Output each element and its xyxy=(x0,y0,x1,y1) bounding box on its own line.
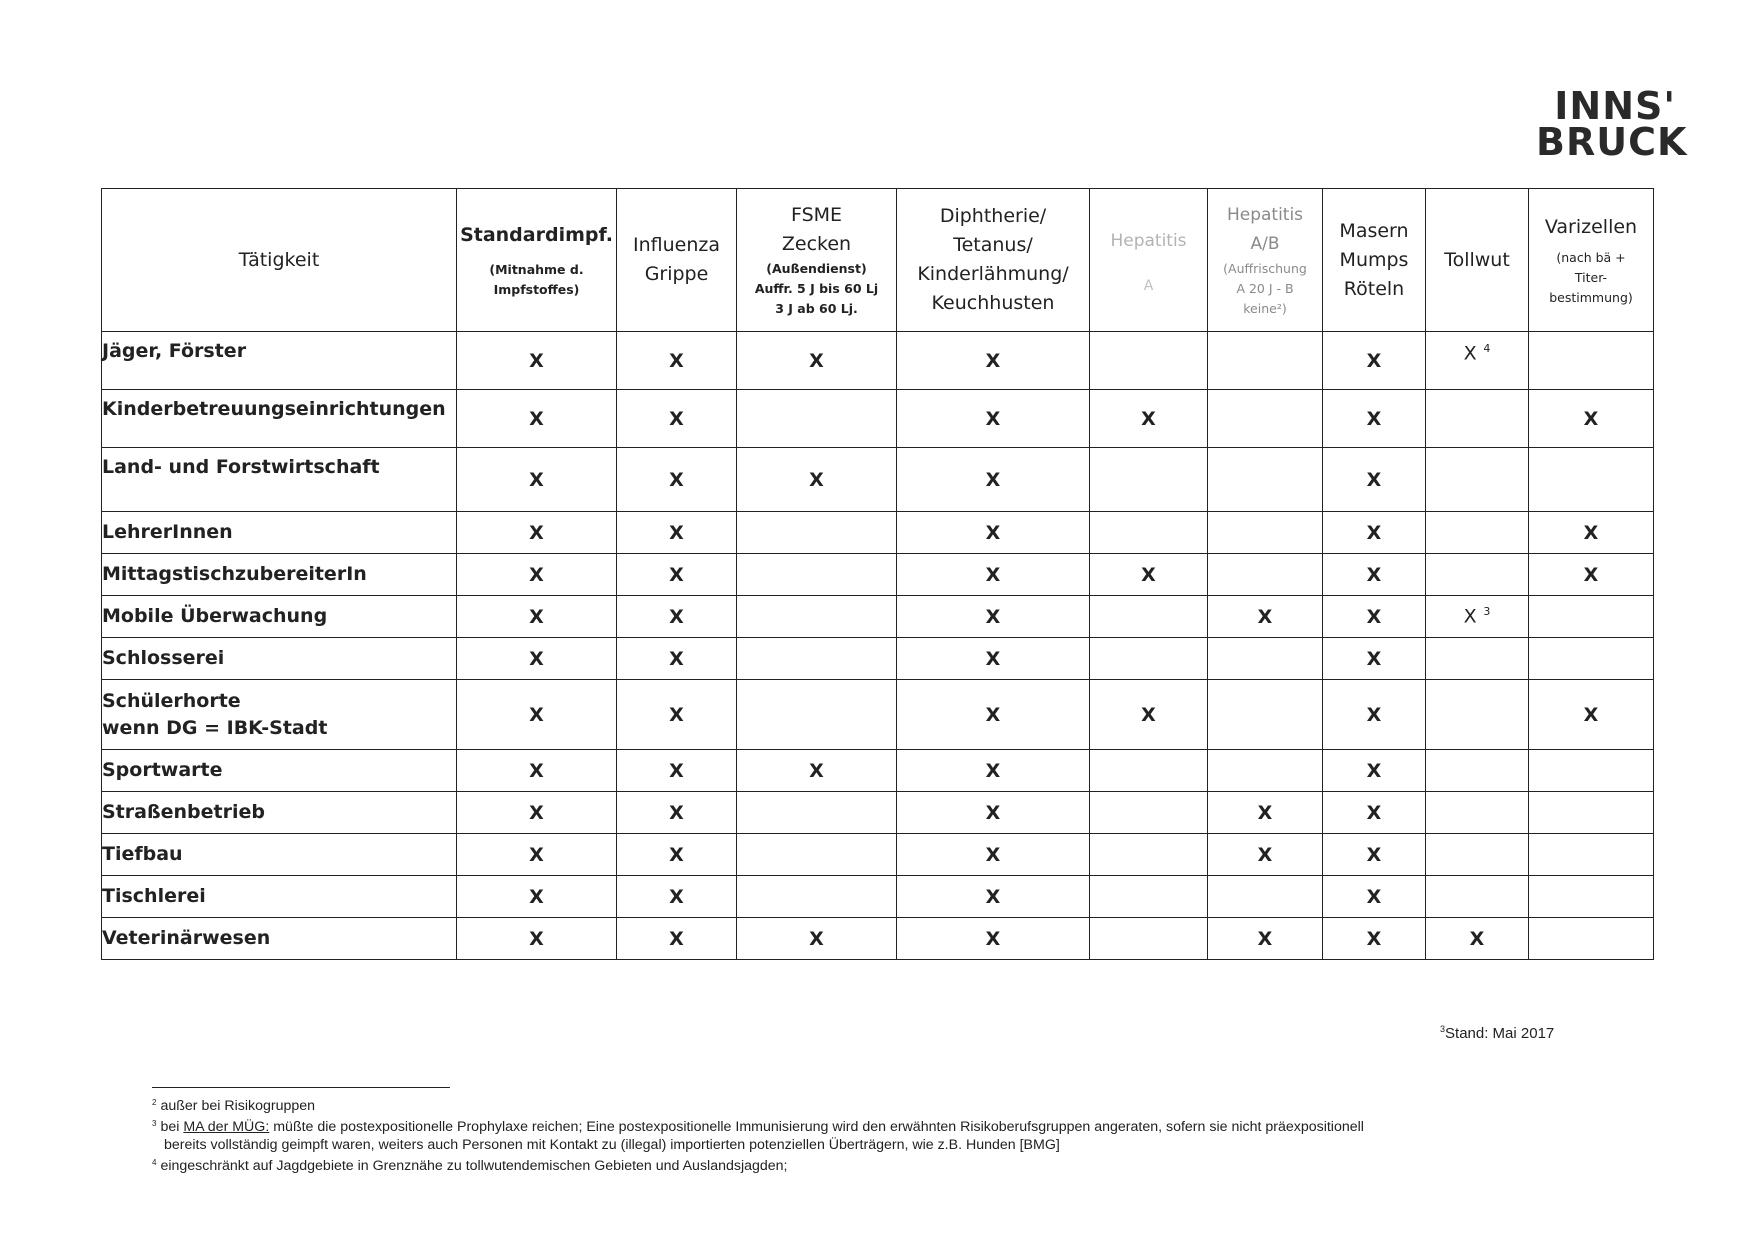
header-masern: Masern Mumps Röteln xyxy=(1323,189,1426,332)
mark-value: X xyxy=(985,703,1001,726)
mark-value: X xyxy=(529,605,544,628)
mark-hepatitis-ab xyxy=(1208,792,1323,834)
mark-masern xyxy=(1323,332,1426,390)
table-row xyxy=(102,332,1654,390)
mark-diphtherie xyxy=(897,834,1090,876)
activity-cell xyxy=(102,876,457,918)
mark-value: X xyxy=(669,885,684,908)
mark-hepatitis-a xyxy=(1090,834,1208,876)
mark-value: X xyxy=(1366,885,1382,908)
activity-cell xyxy=(102,448,457,512)
mark-masern xyxy=(1323,680,1426,750)
mark-value: X xyxy=(985,801,1001,824)
mark-value: X xyxy=(669,349,684,372)
mark-value: X xyxy=(1366,703,1382,726)
mark-fsme xyxy=(737,390,897,448)
mark-value: X xyxy=(1469,927,1485,950)
mark-value: X xyxy=(1366,647,1382,670)
activity-label: Tischlerei xyxy=(102,885,206,907)
mark-varizellen xyxy=(1529,554,1654,596)
mark-value: X xyxy=(1583,563,1599,586)
activity-label: LehrerInnen xyxy=(102,521,233,543)
mark-standardimpf xyxy=(457,750,617,792)
activity-cell xyxy=(102,680,457,750)
mark-value: X xyxy=(669,407,684,430)
mark-value: X xyxy=(809,468,824,491)
mark-hepatitis-a xyxy=(1090,876,1208,918)
footnote-2: $^2$ außer bei Risikogruppen xyxy=(152,1098,316,1114)
mark-masern xyxy=(1323,512,1426,554)
mark-value: X xyxy=(669,843,684,866)
mark-hepatitis-ab xyxy=(1208,918,1323,960)
mark-hepatitis-ab xyxy=(1208,448,1323,512)
mark-influenza xyxy=(617,554,737,596)
footnote-3: $^3$ bei MA der MÜG: müßte die postexpositionelle Prophylaxe reichen; Eine postexpositionelle Immunisierung wird den erwähnten Risikoberufsgruppen angeraten, sofern sie nicht präexpositionell xyxy=(152,1119,1364,1135)
mark-value: X xyxy=(669,605,684,628)
mark-value: X xyxy=(1583,407,1599,430)
mark-diphtherie xyxy=(897,750,1090,792)
mark-standardimpf xyxy=(457,554,617,596)
mark-fsme xyxy=(737,750,897,792)
activity-cell xyxy=(102,638,457,680)
mark-tollwut xyxy=(1426,876,1529,918)
mark-varizellen xyxy=(1529,390,1654,448)
mark-standardimpf xyxy=(457,596,617,638)
activity-label: Sportwarte xyxy=(102,759,223,781)
mark-standardimpf xyxy=(457,876,617,918)
table-row xyxy=(102,512,1654,554)
mark-standardimpf xyxy=(457,512,617,554)
mark-diphtherie xyxy=(897,680,1090,750)
vaccination-table xyxy=(101,188,1654,960)
mark-influenza xyxy=(617,390,737,448)
mark-varizellen xyxy=(1529,876,1654,918)
mark-hepatitis-ab xyxy=(1208,390,1323,448)
activity-cell xyxy=(102,332,457,390)
activity-label: Tiefbau xyxy=(102,843,183,865)
mark-tollwut xyxy=(1426,332,1529,390)
mark-standardimpf xyxy=(457,834,617,876)
mark-value: X xyxy=(669,801,684,824)
mark-hepatitis-ab xyxy=(1208,596,1323,638)
mark-diphtherie xyxy=(897,512,1090,554)
mark-varizellen xyxy=(1529,834,1654,876)
header-standardimpf: Standardimpf. (Mitnahme d. Impfstoffes) xyxy=(457,189,617,332)
mark-hepatitis-a xyxy=(1090,680,1208,750)
mark-tollwut xyxy=(1426,554,1529,596)
activity-cell xyxy=(102,554,457,596)
mark-value: X xyxy=(985,759,1001,782)
mark-value: X xyxy=(985,407,1001,430)
mark-masern xyxy=(1323,596,1426,638)
mark-fsme xyxy=(737,638,897,680)
mark-influenza xyxy=(617,680,737,750)
mark-tollwut xyxy=(1426,390,1529,448)
mark-tollwut xyxy=(1426,918,1529,960)
mark-value: X xyxy=(985,885,1001,908)
activity-cell xyxy=(102,834,457,876)
mark-value: X xyxy=(1257,605,1273,628)
mark-value: X xyxy=(809,759,824,782)
mark-varizellen xyxy=(1529,596,1654,638)
mark-value: X xyxy=(1366,563,1382,586)
mark-fsme xyxy=(737,448,897,512)
mark-value: X xyxy=(1463,605,1477,628)
logo-line-1: INNS' xyxy=(1554,84,1676,128)
mark-value: X xyxy=(1366,759,1382,782)
tollwut-footnote-ref: 3 xyxy=(1483,605,1491,619)
mark-influenza xyxy=(617,750,737,792)
mark-value: X xyxy=(1366,521,1382,544)
mark-hepatitis-a xyxy=(1090,918,1208,960)
mark-fsme xyxy=(737,554,897,596)
mark-value: X xyxy=(1141,703,1156,726)
mark-tollwut xyxy=(1426,596,1529,638)
mark-tollwut xyxy=(1426,792,1529,834)
mark-value: X xyxy=(529,801,544,824)
table-row xyxy=(102,918,1654,960)
mark-value: X xyxy=(529,349,544,372)
mark-value: X xyxy=(1366,407,1382,430)
mark-value: X xyxy=(1366,927,1382,950)
mark-value: X xyxy=(985,521,1001,544)
mark-fsme xyxy=(737,834,897,876)
mark-standardimpf xyxy=(457,918,617,960)
mark-diphtherie xyxy=(897,792,1090,834)
mark-value: X xyxy=(529,563,544,586)
stand-date: $^3$Stand: Mai 2017 xyxy=(1440,1024,1555,1042)
activity-cell xyxy=(102,596,457,638)
table-row xyxy=(102,876,1654,918)
mark-value: X xyxy=(1366,468,1382,491)
mark-value: X xyxy=(529,468,544,491)
mark-hepatitis-a xyxy=(1090,596,1208,638)
mark-value: X xyxy=(529,407,544,430)
mark-value: X xyxy=(985,647,1001,670)
innsbruck-logo xyxy=(1536,84,1688,164)
mark-value: X xyxy=(669,468,684,491)
mark-fsme xyxy=(737,680,897,750)
activity-label: Kinderbetreuungseinrichtungen xyxy=(102,398,446,420)
logo-line-2: BRUCK xyxy=(1536,120,1688,164)
mark-diphtherie xyxy=(897,876,1090,918)
mark-value: X xyxy=(1463,342,1477,365)
table-row xyxy=(102,680,1654,750)
header-hepatitis-a: Hepatitis A xyxy=(1090,189,1208,332)
mark-masern xyxy=(1323,750,1426,792)
mark-standardimpf xyxy=(457,390,617,448)
mark-fsme xyxy=(737,512,897,554)
mark-hepatitis-a xyxy=(1090,390,1208,448)
mark-diphtherie xyxy=(897,390,1090,448)
mark-value: X xyxy=(1366,801,1382,824)
mark-value: X xyxy=(1366,349,1382,372)
activity-cell xyxy=(102,512,457,554)
mark-hepatitis-ab xyxy=(1208,638,1323,680)
mark-tollwut xyxy=(1426,750,1529,792)
mark-value: X xyxy=(1257,843,1273,866)
mark-influenza xyxy=(617,834,737,876)
mark-value: X xyxy=(669,759,684,782)
mark-diphtherie xyxy=(897,332,1090,390)
header-diphtherie: Diphtherie/ Tetanus/ Kinderlähmung/ Keuchhusten xyxy=(897,189,1090,332)
mark-value: X xyxy=(1141,407,1156,430)
mark-value: X xyxy=(669,647,684,670)
mark-diphtherie xyxy=(897,448,1090,512)
mark-value: X xyxy=(529,885,544,908)
mark-fsme xyxy=(737,332,897,390)
table-row xyxy=(102,554,1654,596)
mark-masern xyxy=(1323,390,1426,448)
mark-value: X xyxy=(529,843,544,866)
mark-value: X xyxy=(669,563,684,586)
mark-varizellen xyxy=(1529,448,1654,512)
activity-cell xyxy=(102,750,457,792)
mark-hepatitis-a xyxy=(1090,792,1208,834)
mark-value: X xyxy=(1141,563,1156,586)
mark-standardimpf xyxy=(457,448,617,512)
mark-value: X xyxy=(529,759,544,782)
mark-tollwut xyxy=(1426,448,1529,512)
activity-label-line-2: wenn DG = IBK-Stadt xyxy=(102,716,328,739)
mark-diphtherie xyxy=(897,918,1090,960)
mark-value: X xyxy=(1583,521,1599,544)
header-fsme: FSME Zecken (Außendienst) Auffr. 5 J bis 60 Lj 3 J ab 60 Lj. xyxy=(737,189,897,332)
mark-masern xyxy=(1323,792,1426,834)
mark-influenza xyxy=(617,448,737,512)
mark-value: X xyxy=(985,349,1001,372)
footnotes xyxy=(152,1094,1592,1175)
mark-masern xyxy=(1323,554,1426,596)
mark-tollwut xyxy=(1426,680,1529,750)
mark-hepatitis-a xyxy=(1090,332,1208,390)
mark-varizellen xyxy=(1529,792,1654,834)
activity-cell xyxy=(102,918,457,960)
mark-hepatitis-ab xyxy=(1208,332,1323,390)
mark-standardimpf xyxy=(457,792,617,834)
mark-value: X xyxy=(669,927,684,950)
mark-value: X xyxy=(1366,843,1382,866)
mark-value: X xyxy=(809,927,824,950)
mark-influenza xyxy=(617,512,737,554)
mark-hepatitis-a xyxy=(1090,554,1208,596)
activity-label: Straßenbetrieb xyxy=(102,801,265,823)
activity-label: Schlosserei xyxy=(102,647,225,669)
mark-hepatitis-ab xyxy=(1208,512,1323,554)
activity-cell xyxy=(102,792,457,834)
mark-diphtherie xyxy=(897,638,1090,680)
mark-value: X xyxy=(1583,703,1599,726)
footnote-separator xyxy=(152,1087,450,1088)
activity-label: Schülerhorte xyxy=(102,689,241,712)
mark-value: X xyxy=(1366,605,1382,628)
mark-standardimpf xyxy=(457,638,617,680)
header-row xyxy=(102,189,1654,332)
mark-hepatitis-a xyxy=(1090,638,1208,680)
mark-hepatitis-a xyxy=(1090,512,1208,554)
mark-value: X xyxy=(985,843,1001,866)
mark-influenza xyxy=(617,876,737,918)
mark-hepatitis-ab xyxy=(1208,834,1323,876)
mark-value: X xyxy=(809,349,824,372)
mark-masern xyxy=(1323,834,1426,876)
footnote-3-continued: bereits vollständig geimpft waren, weiters auch Personen mit Kontakt zu (illegal) importierten potenziellen Überträgern, wie z.B. Hunden [BMG] xyxy=(164,1137,1060,1153)
table-row xyxy=(102,792,1654,834)
table-row xyxy=(102,390,1654,448)
mark-fsme xyxy=(737,792,897,834)
mark-diphtherie xyxy=(897,596,1090,638)
mark-fsme xyxy=(737,876,897,918)
mark-hepatitis-ab xyxy=(1208,554,1323,596)
mark-varizellen xyxy=(1529,512,1654,554)
mark-hepatitis-ab xyxy=(1208,680,1323,750)
mark-masern xyxy=(1323,638,1426,680)
mark-value: X xyxy=(985,563,1001,586)
mark-standardimpf xyxy=(457,680,617,750)
mark-value: X xyxy=(1257,801,1273,824)
mark-value: X xyxy=(529,521,544,544)
mark-diphtherie xyxy=(897,554,1090,596)
table-row xyxy=(102,750,1654,792)
header-influenza: Influenza Grippe xyxy=(617,189,737,332)
activity-label: Land- und Forstwirtschaft xyxy=(102,456,380,478)
mark-varizellen xyxy=(1529,680,1654,750)
header-hepatitis-ab: Hepatitis A/B (Auffrischung A 20 J - B keine²) xyxy=(1208,189,1323,332)
mark-value: X xyxy=(1257,927,1273,950)
mark-masern xyxy=(1323,448,1426,512)
mark-hepatitis-ab xyxy=(1208,750,1323,792)
table-row xyxy=(102,596,1654,638)
mark-value: X xyxy=(669,703,684,726)
header-tollwut: Tollwut xyxy=(1426,189,1529,332)
mark-value: X xyxy=(669,521,684,544)
mark-varizellen xyxy=(1529,332,1654,390)
mark-hepatitis-a xyxy=(1090,750,1208,792)
mark-masern xyxy=(1323,876,1426,918)
mark-hepatitis-a xyxy=(1090,448,1208,512)
mark-value: X xyxy=(529,927,544,950)
activity-cell xyxy=(102,390,457,448)
mark-influenza xyxy=(617,596,737,638)
table-row xyxy=(102,448,1654,512)
mark-fsme xyxy=(737,596,897,638)
mark-value: X xyxy=(985,468,1001,491)
header-taetigkeit: Tätigkeit xyxy=(102,189,457,332)
mark-standardimpf xyxy=(457,332,617,390)
mark-value: X xyxy=(529,647,544,670)
mark-value: X xyxy=(985,927,1001,950)
mark-influenza xyxy=(617,332,737,390)
mark-influenza xyxy=(617,638,737,680)
mark-varizellen xyxy=(1529,918,1654,960)
mark-masern xyxy=(1323,918,1426,960)
table-row xyxy=(102,834,1654,876)
mark-value: X xyxy=(529,703,544,726)
activity-label: MittagstischzubereiterIn xyxy=(102,563,367,585)
mark-influenza xyxy=(617,918,737,960)
mark-value: X xyxy=(985,605,1001,628)
mark-varizellen xyxy=(1529,750,1654,792)
mark-influenza xyxy=(617,792,737,834)
footnote-4: $^4$ eingeschränkt auf Jagdgebiete in Grenznähe zu tollwutendemischen Gebieten und Auslandsjagden; xyxy=(152,1158,788,1174)
mark-tollwut xyxy=(1426,512,1529,554)
mark-tollwut xyxy=(1426,638,1529,680)
activity-label: Veterinärwesen xyxy=(102,927,271,949)
mark-varizellen xyxy=(1529,638,1654,680)
table-row xyxy=(102,638,1654,680)
activity-label: Jäger, Förster xyxy=(102,340,247,362)
mark-hepatitis-ab xyxy=(1208,876,1323,918)
activity-label: Mobile Überwachung xyxy=(102,605,328,627)
header-varizellen: Varizellen (nach bä + Titer- bestimmung) xyxy=(1529,189,1654,332)
tollwut-footnote-ref: 4 xyxy=(1483,342,1491,355)
mark-fsme xyxy=(737,918,897,960)
mark-tollwut xyxy=(1426,834,1529,876)
